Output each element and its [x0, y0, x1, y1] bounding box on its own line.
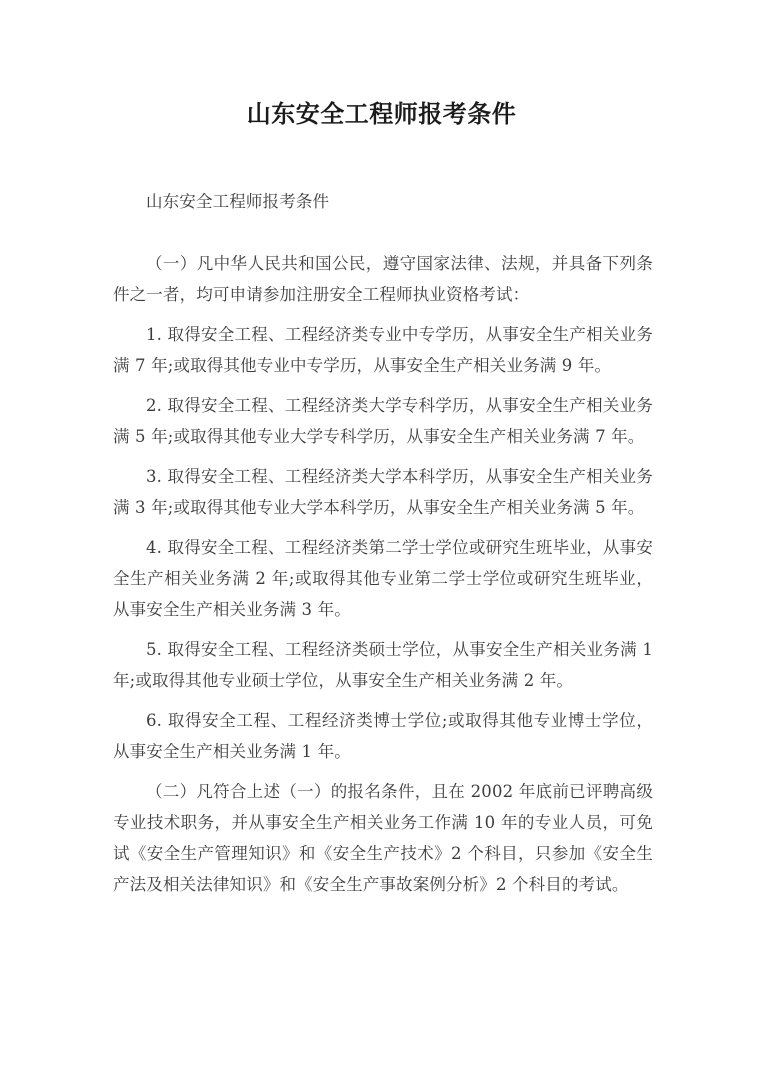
document-body [113, 186, 653, 909]
paragraph-item-5: 5. 取得安全工程、工程经济类硕士学位，从事安全生产相关业务满 1 年;或取得其他专业硕士学位，从事安全生产相关业务满 2 年。 [113, 640, 653, 690]
paragraph-section-yi: （一）凡中华人民共和国公民，遵守国家法律、法规，并具备下列条件之一者，均可申请参加注册安全工程师执业资格考试： [113, 254, 653, 304]
page-title: 山东安全工程师报考条件 [246, 100, 517, 129]
subtitle-line: 山东安全工程师报考条件 [146, 192, 330, 211]
paragraph-item-1: 1. 取得安全工程、工程经济类专业中专学历，从事安全生产相关业务满 7 年;或取得其他专业中专学历，从事安全生产相关业务满 9 年。 [113, 325, 653, 375]
paragraph-item-3: 3. 取得安全工程、工程经济类大学本科学历，从事安全生产相关业务满 3 年;或取得其他专业大学本科学历，从事安全生产相关业务满 5 年。 [113, 467, 653, 517]
paragraph-item-4: 4. 取得安全工程、工程经济类第二学士学位或研究生班毕业，从事安全生产相关业务满 2 年;或取得其他专业第二学士学位或研究生班毕业，从事安全生产相关业务满 3 年。 [113, 538, 653, 619]
paragraph-item-2: 2. 取得安全工程、工程经济类大学专科学历，从事安全生产相关业务满 5 年;或取得其他专业大学专科学历，从事安全生产相关业务满 7 年。 [113, 396, 653, 446]
paragraph-item-6: 6. 取得安全工程、工程经济类博士学位;或取得其他专业博士学位，从事安全生产相关业务满 1 年。 [113, 711, 653, 761]
paragraph-section-er: （二）凡符合上述（一）的报名条件，且在 2002 年底前已评聘高级专业技术职务，并从事安全生产相关业务工作满 10 年的专业人员，可免试《安全生产管理知识》和《安全生产技术》2 个科目，只参加《安全生产法及相关法律知识》和《安全生产事故案例分析》2 个科目的考试。 [113, 782, 653, 894]
